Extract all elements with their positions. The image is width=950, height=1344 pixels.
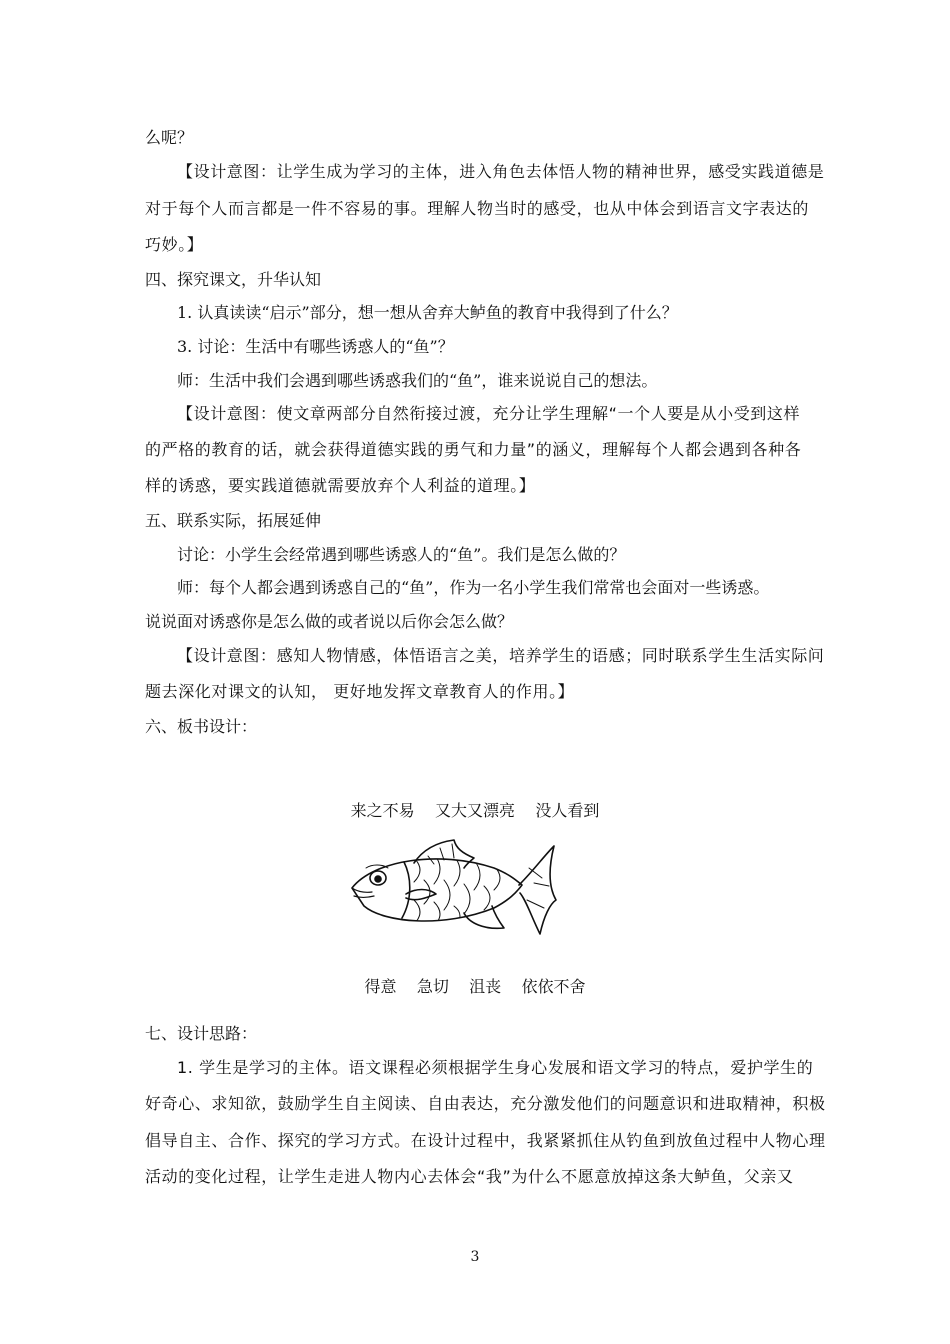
fish-drawing (344, 838, 564, 948)
section-heading: 六、板书设计： (145, 717, 258, 736)
section-heading: 五、联系实际，拓展延伸 (145, 511, 322, 530)
section-heading: 七、设计思路： (145, 1024, 258, 1043)
design-intent-text: 【设计意图：感知人物情感，体悟语言之美，培养学生的语感；同时联系学生生活实际问 (177, 646, 825, 665)
text-line: 活动的变化过程，让学生走进人物内心去体会“我”为什么不愿意放掉这条大鲈鱼，父亲又 (145, 1167, 794, 1186)
text-line: 1. 学生是学习的主体。语文课程必须根据学生身心发展和语文学习的特点，爱护学生的 (177, 1058, 814, 1077)
text-line: 讨论：小学生会经常遇到哪些诱惑人的“鱼”。我们是怎么做的？ (177, 545, 626, 564)
design-intent-text: 对于每个人而言都是一件不容易的事。理解人物当时的感受，也从中体会到语言文字表达的 (145, 199, 810, 218)
design-intent-text: 【设计意图：使文章两部分自然衔接过渡，充分让学生理解“一个人要是从小受到这样 (177, 404, 801, 423)
text-line: 3. 讨论：生活中有哪些诱惑人的“鱼”？ (177, 337, 454, 356)
text-line: 好奇心、求知欲，鼓励学生自主阅读、自由表达，充分激发他们的问题意识和进取精神，积极 (145, 1094, 826, 1113)
page-number: 3 (470, 1249, 480, 1265)
section-heading: 四、探究课文，升华认知 (145, 270, 322, 289)
design-intent-text: 【设计意图：让学生成为学习的主体，进入角色去体悟人物的精神世界，感受实践道德是 (177, 162, 825, 181)
board-top-words: 来之不易 又大又漂亮 没人看到 (350, 801, 600, 820)
design-intent-text: 的严格的教育的话，就会获得道德实践的勇气和力量”的涵义，理解每个人都会遇到各种各 (145, 440, 802, 459)
design-intent-text: 题去深化对课文的认知， 更好地发挥文章教育人的作用。】 (145, 682, 575, 701)
board-bottom-words: 得意 急切 沮丧 依依不舍 (364, 977, 586, 996)
text-line: 说说面对诱惑你是怎么做的或者说以后你会怎么做？ (145, 612, 514, 631)
text-line: 师：生活中我们会遇到哪些诱惑我们的“鱼”，谁来说说自己的想法。 (177, 371, 658, 390)
text-line: 师：每个人都会遇到诱惑自己的“鱼”，作为一名小学生我们常常也会面对一些诱惑。 (177, 578, 770, 597)
text-line: 么呢？ (145, 128, 194, 147)
design-intent-text: 巧妙。】 (145, 235, 204, 254)
text-line: 倡导自主、合作、探究的学习方式。在设计过程中，我紧紧抓住从钓鱼到放鱼过程中人物心理 (145, 1131, 826, 1150)
text-line: 1. 认真读读“启示”部分，想一想从舍弃大鲈鱼的教育中我得到了什么？ (177, 303, 678, 322)
design-intent-text: 样的诱惑，要实践道德就需要放弃个人利益的道理。】 (145, 476, 536, 495)
